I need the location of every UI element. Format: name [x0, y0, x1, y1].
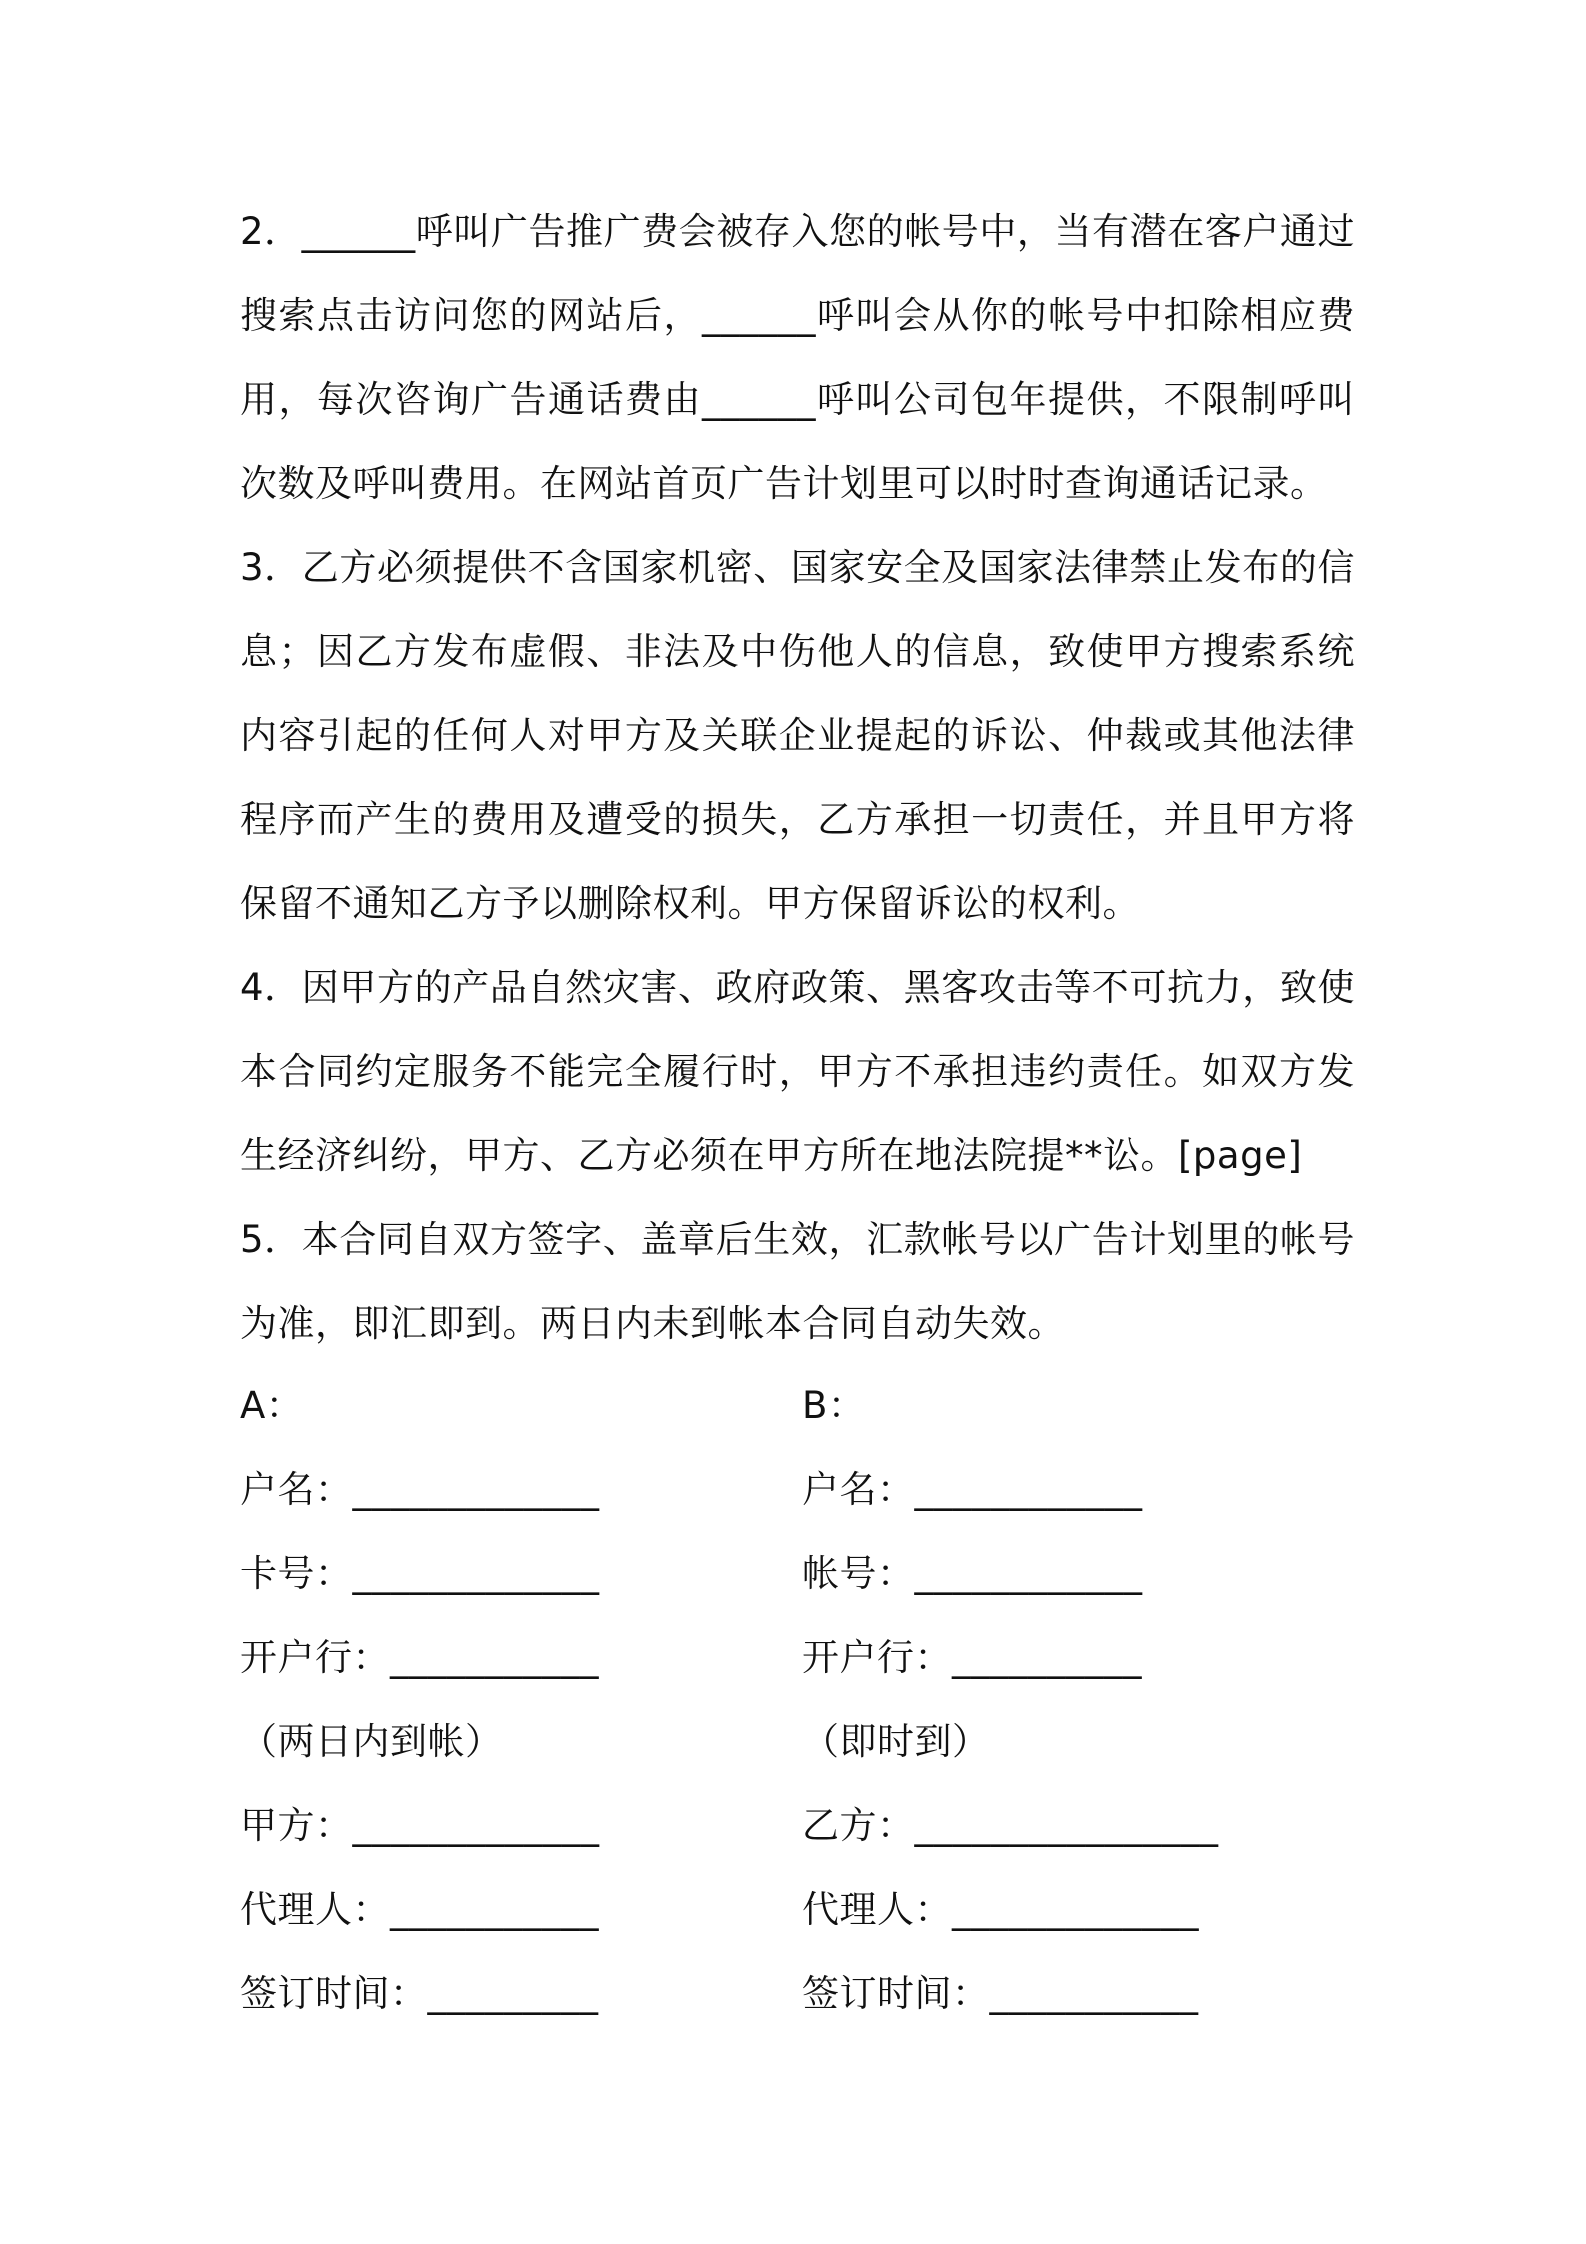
signature-row-agent: [240, 1864, 1355, 1948]
signature-row-note: [240, 1696, 1355, 1780]
clause-4: 4．因甲方的产品自然灾害、政府政策、黑客攻击等不可抗力，致使本合同约定服务不能完全履行时，甲方不承担违约责任。如双方发生经济纠纷，甲方、乙方必须在甲方所在地法院提**讼。[page]: [240, 966, 1355, 1177]
party-b-transfer-note: （即时到）: [802, 1720, 990, 1763]
party-a-bank: 开户行：___________: [240, 1636, 599, 1679]
signature-row-heading: [240, 1360, 1355, 1444]
contract-clauses: [240, 190, 1355, 1366]
party-a-transfer-note: （两日内到帐）: [240, 1720, 503, 1763]
party-a-heading: A：: [240, 1384, 304, 1427]
party-a-account-name: 户名：_____________: [240, 1468, 600, 1511]
clause-3: 3．乙方必须提供不含国家机密、国家安全及国家法律禁止发布的信息；因乙方发布虚假、非法及中伤他人的信息，致使甲方搜索系统内容引起的任何人对甲方及关联企业提起的诉讼、仲裁或其他法律程序而产生的费用及遭受的损失，乙方承担一切责任，并且甲方将保留不通知乙方予以删除权利。甲方保留诉讼的权利。: [240, 546, 1355, 925]
clause-5: 5．本合同自双方签字、盖章后生效，汇款帐号以广告计划里的帐号为准，即汇即到。两日内未到帐本合同自动失效。: [240, 1218, 1355, 1345]
party-a-card-number: 卡号：_____________: [240, 1552, 600, 1595]
party-b-signature: 乙方：________________: [802, 1804, 1219, 1847]
clause-2: 2．______呼叫广告推广费会被存入您的帐号中，当有潜在客户通过搜索点击访问您的网站后，______呼叫会从你的帐号中扣除相应费用，每次咨询广告通话费由______呼叫公司包年提供，不限制呼叫次数及呼叫费用。在网站首页广告计划里可以时时查询通话记录。: [240, 210, 1355, 505]
signature-row-party: [240, 1780, 1355, 1864]
party-b-account-number: 帐号：____________: [802, 1552, 1143, 1595]
party-b-sign-date: 签订时间：___________: [802, 1972, 1199, 2015]
party-a-signature: 甲方：_____________: [240, 1804, 600, 1847]
party-a-agent: 代理人：___________: [240, 1888, 599, 1931]
signature-block: [240, 1360, 1355, 2032]
party-b-agent: 代理人：_____________: [802, 1888, 1199, 1931]
party-b-bank: 开户行：__________: [802, 1636, 1142, 1679]
party-a-sign-date: 签订时间：_________: [240, 1972, 599, 2015]
signature-row-date: [240, 1948, 1355, 2032]
signature-row-number: [240, 1528, 1355, 1612]
party-b-account-name: 户名：____________: [802, 1468, 1143, 1511]
party-b-heading: B：: [802, 1384, 866, 1427]
signature-row-bank: [240, 1612, 1355, 1696]
signature-row-account-name: [240, 1444, 1355, 1528]
